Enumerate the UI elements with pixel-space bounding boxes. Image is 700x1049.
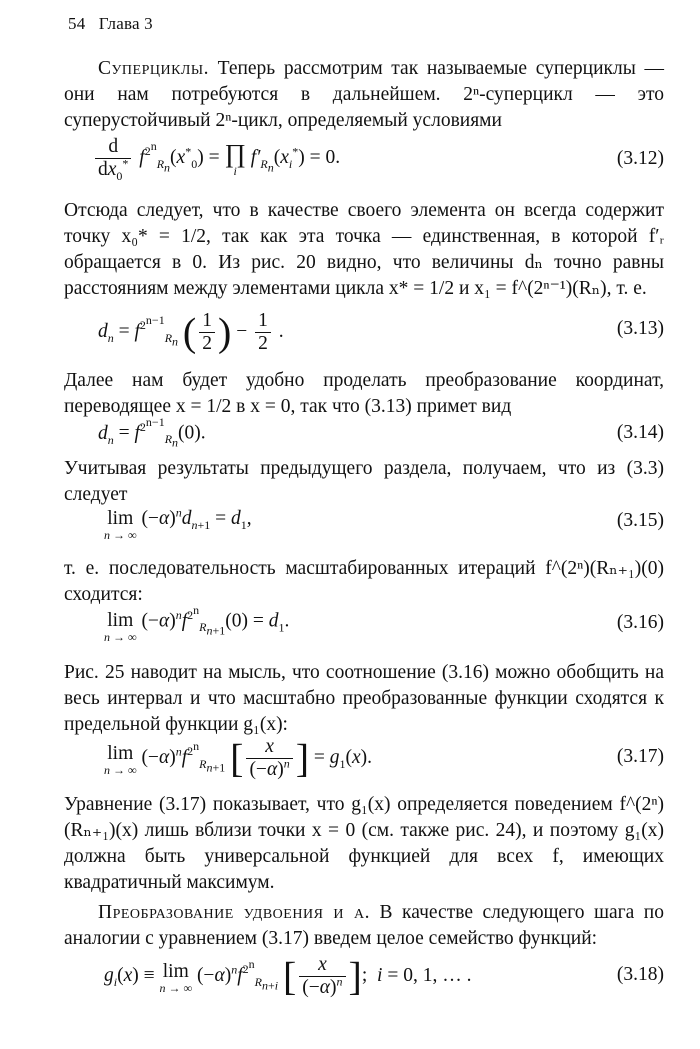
paragraph-supercycles (64, 56, 664, 134)
paragraph-text: Теперь рассмотрим так называемые суперциклы — они нам потребуются в дальнейшем. 2ⁿ-суперцикл — это суперустойчивый 2ⁿ-цикл, определяемый условиями (64, 58, 664, 131)
equation-number: (3.13) (616, 318, 664, 339)
equation-body: lim n → ∞ $(-\alpha)^nd_{n+1} = d_1$, (104, 505, 252, 542)
paragraph-universality (64, 792, 664, 896)
equation-3-12 (64, 136, 664, 184)
equation-body: $g_i(x)$ ≡ lim n → ∞ $(-\alpha)^nf^{2^n}_{R_{n+i}}$ [ $\frac{x}{(-\alpha)^n}$ ]; i = 0, 1, … . (104, 953, 472, 999)
equation-body: $d_n = f^{2^{n-1}}_{R_n}$ ( $\frac{1}{2}$ ) − $\frac{1}{2}$ . (98, 309, 284, 355)
equation-3-14 (64, 415, 664, 454)
section-lead-supercycles: Суперциклы. (98, 58, 210, 79)
equation-body: lim n → ∞ $(-\alpha)^nf^{2^n}_{R_{n+1}}(0) = d_1$. (104, 603, 290, 644)
equation-3-15 (64, 505, 664, 548)
equation-3-16 (64, 603, 664, 650)
running-header (68, 14, 153, 34)
paragraph-text: Рис. 25 наводит на мысль, что соотношение (3.16) можно обобщить на весь интервал и что масштабно преобразованные функции сходятся к предельной функции g₁(x): (64, 662, 664, 735)
equation-number: (3.14) (616, 422, 664, 443)
paragraph-text: Далее нам будет удобно проделать преобразование координат, переводящее x = 1/2 в x = 0, так что (3.13) примет вид (64, 370, 664, 417)
equation-body: $d_n = f^{2^{n-1}}_{R_n}(0)$. (98, 415, 206, 450)
paragraph-transform (64, 368, 664, 420)
equation-number: (3.16) (616, 612, 664, 633)
section-lead-doubling: Преобразование удвоения и α. (98, 902, 371, 923)
paragraph-previous-results (64, 456, 664, 508)
equation-number: (3.15) (616, 510, 664, 531)
paragraph-generalization (64, 660, 664, 738)
paragraph-text: т. е. последовательность масштабированных итераций f^(2ⁿ)(Rₙ₊₁)(0) сходится: (64, 558, 664, 605)
page-number: 54 (68, 14, 86, 33)
equation-number: (3.18) (616, 964, 664, 985)
paragraph-text: В качестве следующего шага по аналогии с уравнением (3.17) введем целое семейство функций: (64, 902, 664, 949)
equation-number: (3.17) (616, 746, 664, 767)
paragraph-doubling (64, 900, 664, 952)
paragraph-consequence (64, 198, 664, 302)
equation-body: lim n → ∞ $(-\alpha)^nf^{2^n}_{R_{n+1}}$ [ $\frac{x}{(-\alpha)^n}$ ] = $g_1(x)$. (104, 735, 373, 781)
equation-3-18 (64, 952, 664, 1002)
equation-3-13 (64, 306, 664, 356)
chapter-title: Глава 3 (98, 14, 153, 33)
paragraph-text: Отсюда следует, что в качестве своего элемента он всегда содержит точку x₀* = 1/2, так как эта точка — единственная, в которой f′ᵣ обращается в 0. Из рис. 20 видно, что величины dₙ точно равны расстояниям между элементами цикла x* = 1/2 и x₁ = f^(2ⁿ⁻¹)(Rₙ), т. е. (64, 200, 664, 299)
equation-body: $\frac{d}{dx_0^*}$ $f^{2^n}_{R_n}(x^*_0)$ = ∏ i $f'_{R_n}(x_i^*) = 0$. (92, 136, 340, 181)
paragraph-text: Уравнение (3.17) показывает, что g₁(x) определяется поведением f^(2ⁿ)(Rₙ₊₁)(x) лишь вблизи точки x = 0 (см. также рис. 24), и поэтому g₁(x) должна быть универсальной функцией для всех f, имеющих квадратичный максимум. (64, 794, 664, 893)
equation-3-17 (64, 734, 664, 784)
equation-number: (3.12) (616, 148, 664, 169)
paragraph-scaled-iterations (64, 556, 664, 608)
paragraph-text: Учитывая результаты предыдущего раздела, получаем, что из (3.3) следует (64, 458, 664, 505)
